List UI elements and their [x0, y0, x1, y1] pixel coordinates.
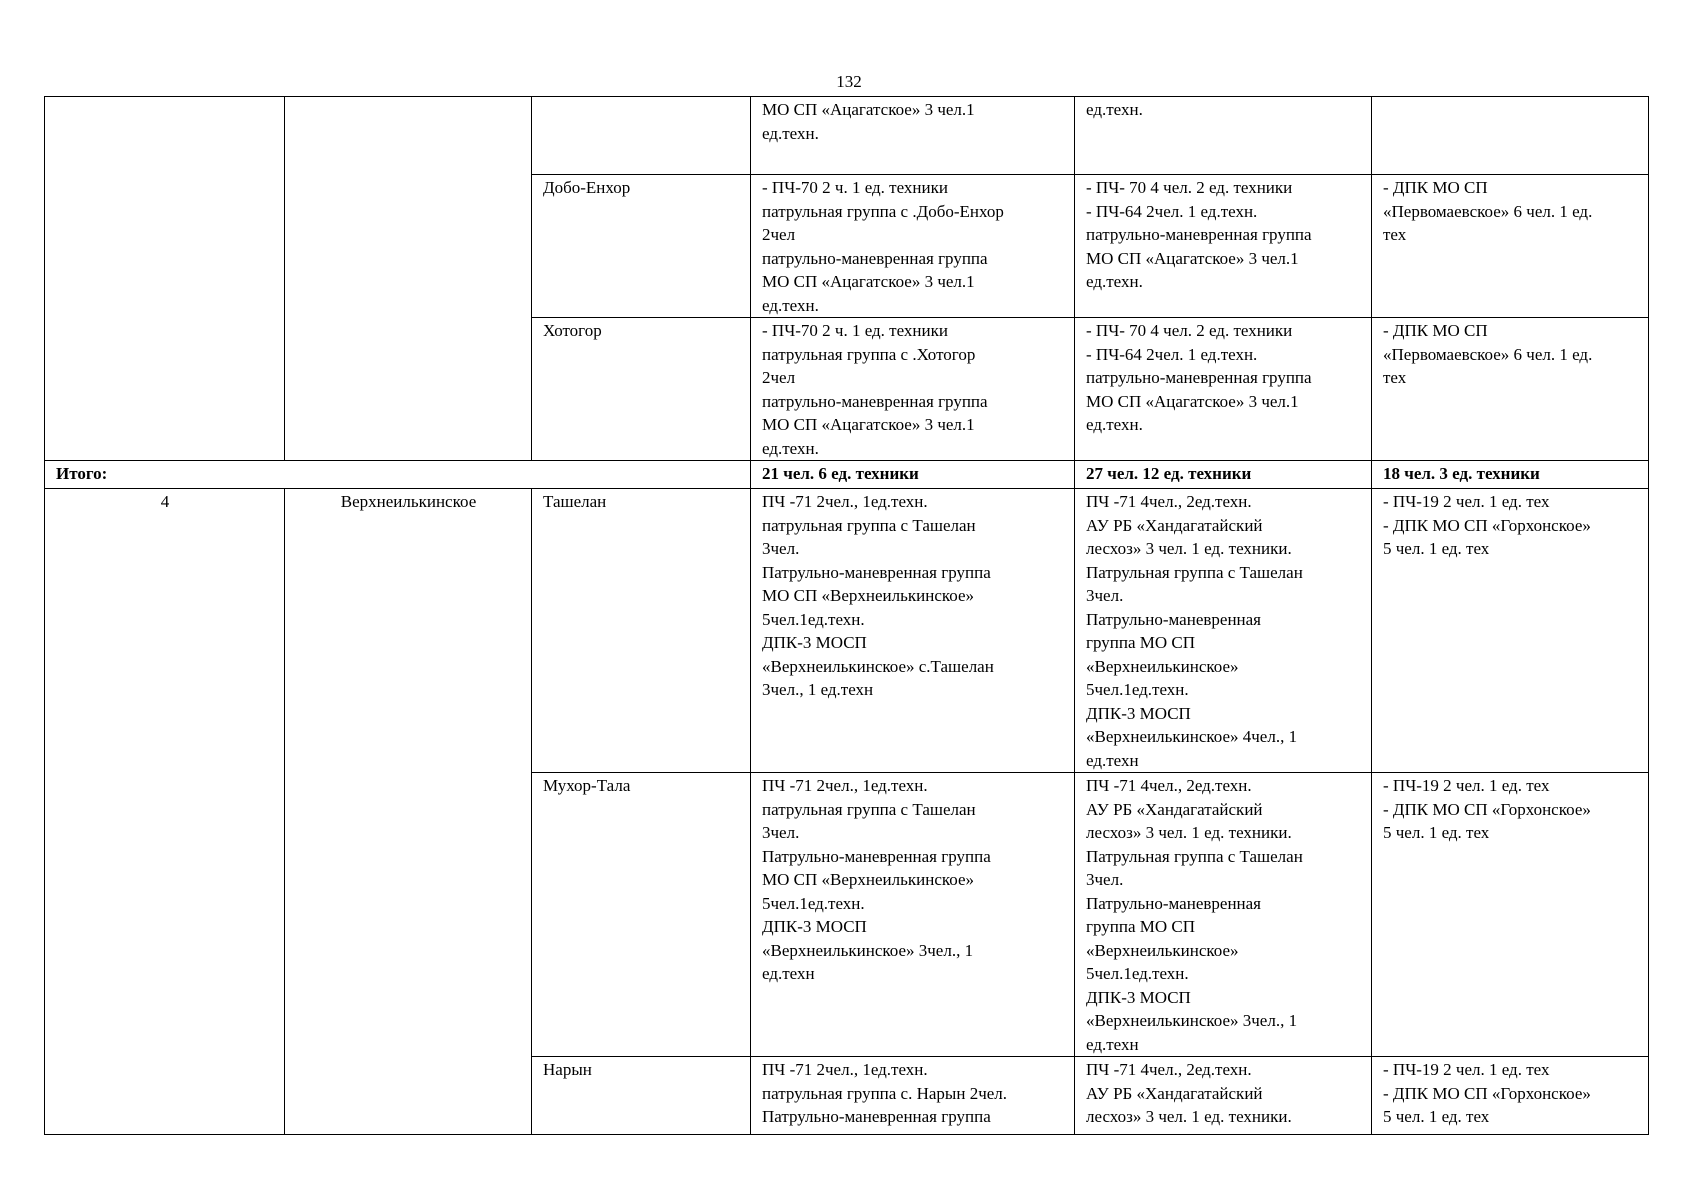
totals-reserve: 18 чел. 3 ед. техники	[1372, 461, 1649, 489]
first-echelon-cell: ПЧ -71 2чел., 1ед.техн. патрульная группа с Ташелан 3чел. Патрульно-маневренная группа МО СП «Верхнеилькинское» 5чел.1ед.техн. ДПК-3 МОСП «Верхнеилькинское» 3чел., 1 ед.техн	[751, 773, 1075, 1057]
second-echelon-cell: - ПЧ- 70 4 чел. 2 ед. техники - ПЧ-64 2чел. 1 ед.техн. патрульно-маневренная группа МО СП «Ацагатское» 3 чел.1 ед.техн.	[1075, 318, 1372, 461]
reserve-cell: - ПЧ-19 2 чел. 1 ед. тех - ДПК МО СП «Горхонское» 5 чел. 1 ед. тех	[1372, 773, 1649, 1057]
second-echelon-cell: ПЧ -71 4чел., 2ед.техн. АУ РБ «Хандагатайский лесхоз» 3 чел. 1 ед. техники. Патрульная группа с Ташелан 3чел. Патрульно-маневренная группа МО СП «Верхнеилькинское» 5чел.1ед.техн. ДПК-3 МОСП «Верхнеилькинское» 4чел., 1 ед.техн	[1075, 489, 1372, 773]
fire-resources-table	[44, 96, 1649, 1135]
table-row	[45, 489, 1649, 773]
settlement-cell	[285, 97, 532, 461]
totals-label: Итого:	[45, 461, 751, 489]
totals-first-echelon: 21 чел. 6 ед. техники	[751, 461, 1075, 489]
number-cell	[45, 97, 285, 461]
totals-row	[45, 461, 1649, 489]
second-echelon-cell: ПЧ -71 4чел., 2ед.техн. АУ РБ «Хандагатайский лесхоз» 3 чел. 1 ед. техники.	[1075, 1057, 1372, 1135]
first-echelon-cell: ПЧ -71 2чел., 1ед.техн. патрульная группа с. Нарын 2чел. Патрульно-маневренная группа	[751, 1057, 1075, 1135]
place-cell: Добо-Енхор	[532, 175, 751, 318]
reserve-cell: - ДПК МО СП «Первомаевское» 6 чел. 1 ед. тех	[1372, 175, 1649, 318]
first-echelon-cell: - ПЧ-70 2 ч. 1 ед. техники патрульная группа с .Добо-Енхор 2чел патрульно-маневренная группа МО СП «Ацагатское» 3 чел.1 ед.техн.	[751, 175, 1075, 318]
page-number: 132	[836, 72, 862, 91]
second-echelon-cell: ед.техн.	[1075, 97, 1372, 175]
second-echelon-cell: - ПЧ- 70 4 чел. 2 ед. техники - ПЧ-64 2чел. 1 ед.техн. патрульно-маневренная группа МО СП «Ацагатское» 3 чел.1 ед.техн.	[1075, 175, 1372, 318]
place-cell: Нарын	[532, 1057, 751, 1135]
reserve-cell: - ПЧ-19 2 чел. 1 ед. тех - ДПК МО СП «Горхонское» 5 чел. 1 ед. тех	[1372, 1057, 1649, 1135]
reserve-cell: - ДПК МО СП «Первомаевское» 6 чел. 1 ед. тех	[1372, 318, 1649, 461]
place-cell	[532, 97, 751, 175]
place-cell: Ташелан	[532, 489, 751, 773]
place-cell: Мухор-Тала	[532, 773, 751, 1057]
table-row	[45, 97, 1649, 175]
number-cell: 4	[45, 489, 285, 1135]
reserve-cell: - ПЧ-19 2 чел. 1 ед. тех - ДПК МО СП «Горхонское» 5 чел. 1 ед. тех	[1372, 489, 1649, 773]
first-echelon-cell: - ПЧ-70 2 ч. 1 ед. техники патрульная группа с .Хотогор 2чел патрульно-маневренная группа МО СП «Ацагатское» 3 чел.1 ед.техн.	[751, 318, 1075, 461]
place-cell: Хотогор	[532, 318, 751, 461]
reserve-cell	[1372, 97, 1649, 175]
second-echelon-cell: ПЧ -71 4чел., 2ед.техн. АУ РБ «Хандагатайский лесхоз» 3 чел. 1 ед. техники. Патрульная группа с Ташелан 3чел. Патрульно-маневренная группа МО СП «Верхнеилькинское» 5чел.1ед.техн. ДПК-3 МОСП «Верхнеилькинское» 3чел., 1 ед.техн	[1075, 773, 1372, 1057]
settlement-cell: Верхнеилькинское	[285, 489, 532, 1135]
totals-second-echelon: 27 чел. 12 ед. техники	[1075, 461, 1372, 489]
first-echelon-cell: МО СП «Ацагатское» 3 чел.1 ед.техн.	[751, 97, 1075, 175]
first-echelon-cell: ПЧ -71 2чел., 1ед.техн. патрульная группа с Ташелан 3чел. Патрульно-маневренная группа МО СП «Верхнеилькинское» 5чел.1ед.техн. ДПК-3 МОСП «Верхнеилькинское» с.Ташелан 3чел., 1 ед.техн	[751, 489, 1075, 773]
